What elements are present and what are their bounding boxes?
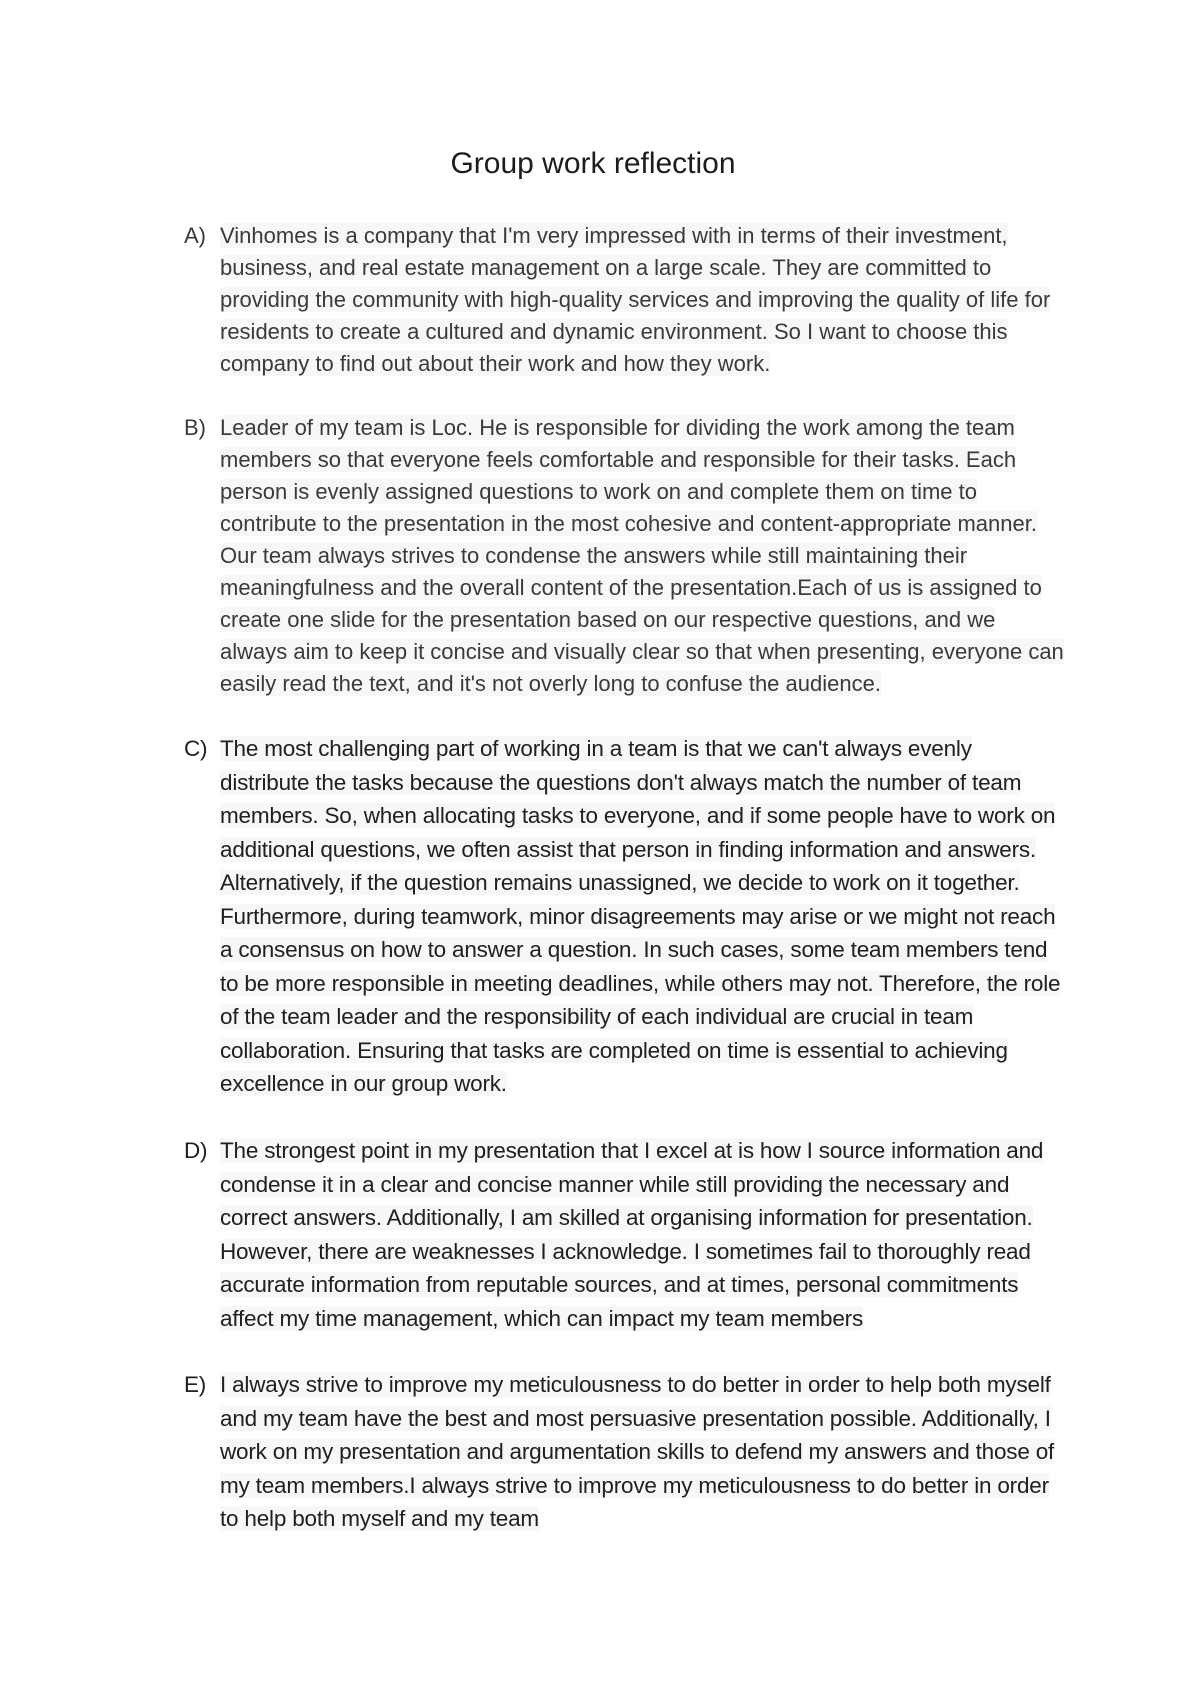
list-marker: D): [184, 1138, 208, 1163]
list-item-b: [184, 412, 1064, 700]
list-item-text: I always strive to improve my meticulousness to do better in order to help both myself and my team have the best and most persuasive presentation possible. Additionally, I work on my presentation and argumentation skills to defend my answers and those of my team members.I always strive to improve my meticulousness to do better in order to help both myself and my team: [220, 1372, 1055, 1531]
list-item-d: [184, 1134, 1064, 1335]
list-item-text: The most challenging part of working in a team is that we can't always evenly distribute the tasks because the questions don't always match the number of team members. So, when allocating tasks to everyone, and if some people have to work on additional questions, we often assist that person in finding information and answers. Alternatively, if the question remains unassigned, we decide to work on it together. Furthermore, during teamwork, minor disagreements may arise or we might not reach a consensus on how to answer a question. In such cases, some team members tend to be more responsible in meeting deadlines, while others may not. Therefore, the role of the team leader and the responsibility of each individual are crucial in team collaboration. Ensuring that tasks are completed on time is essential to achieving excellence in our group work.: [220, 736, 1061, 1096]
list-marker: A): [184, 223, 206, 248]
list-item-text: The strongest point in my presentation that I excel at is how I source information and condense it in a clear and concise manner while still providing the necessary and correct answers. Additionally, I am skilled at organising information for presentation. However, there are weaknesses I acknowledge. I sometimes fail to thoroughly read accurate information from reputable sources, and at times, personal commitments affect my time management, which can impact my team members: [220, 1138, 1044, 1331]
list-marker: E): [184, 1372, 207, 1397]
list-item-e: [184, 1368, 1064, 1536]
list-item-a: [184, 220, 1064, 380]
list-item-c: [184, 732, 1064, 1101]
list-item-text: Leader of my team is Loc. He is responsible for dividing the work among the team members so that everyone feels comfortable and responsible for their tasks. Each person is evenly assigned questions to work on and complete them on time to contribute to the presentation in the most cohesive and content-appropriate manner. Our team always strives to condense the answers while still maintaining their meaningfulness and the overall content of the presentation.Each of us is assigned to create one slide for the presentation based on our respective questions, and we always aim to keep it concise and visually clear so that when presenting, everyone can easily read the text, and it's not overly long to confuse the audience.: [220, 415, 1064, 696]
list-item-text: Vinhomes is a company that I'm very impressed with in terms of their investment, business, and real estate management on a large scale. They are committed to providing the community with high-quality services and improving the quality of life for residents to create a cultured and dynamic environment. So I want to choose this company to find out about their work and how they work.: [220, 223, 1051, 376]
list-marker: C): [184, 736, 208, 761]
document-title: Group work reflection: [450, 147, 736, 180]
list-marker: B): [184, 415, 206, 440]
